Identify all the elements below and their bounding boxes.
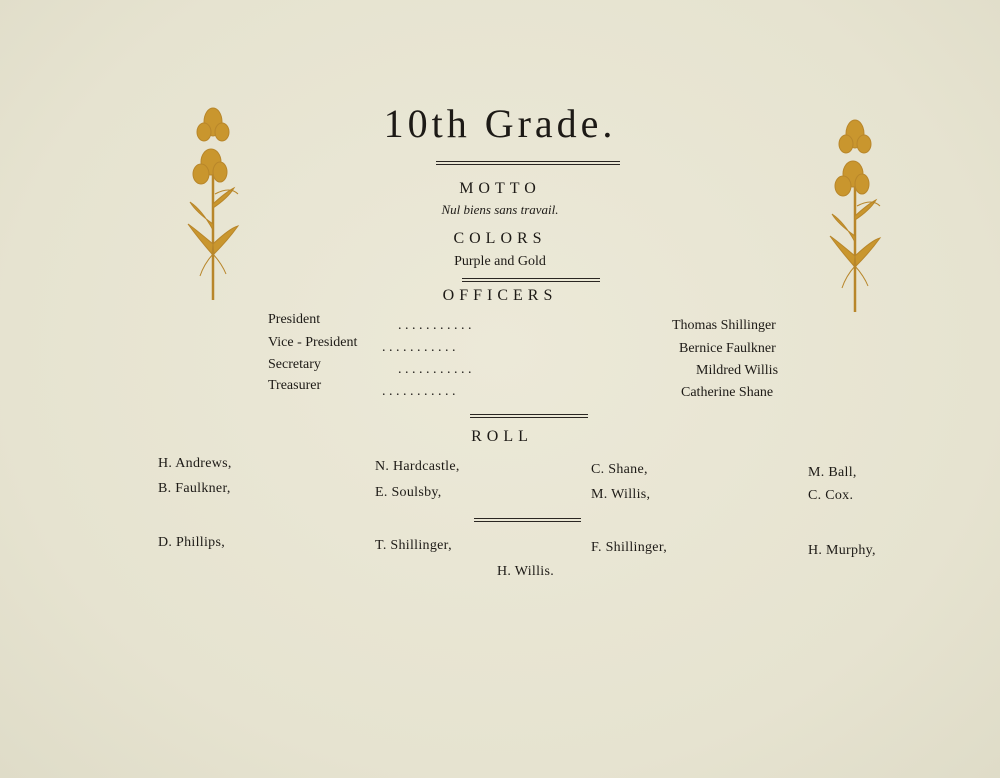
officer-role: President bbox=[268, 312, 321, 327]
motto-heading: MOTTO bbox=[459, 180, 541, 197]
roll-name: E. Soulsby, bbox=[375, 485, 442, 500]
roll-name: C. Shane, bbox=[591, 462, 648, 477]
officer-role: Treasurer bbox=[268, 378, 322, 393]
leader-dots: . . . . . . . . . . . bbox=[382, 384, 456, 399]
officer-name: Mildred Willis bbox=[696, 363, 779, 378]
page-title: 10th Grade. bbox=[383, 101, 617, 146]
roll-name: F. Shillinger, bbox=[591, 540, 668, 555]
motto-text: Nul biens sans travail. bbox=[441, 202, 559, 217]
double-rule bbox=[474, 518, 581, 522]
colors-heading: COLORS bbox=[453, 230, 547, 247]
colors-text: Purple and Gold bbox=[454, 254, 546, 269]
officer-role: Vice - President bbox=[268, 335, 358, 350]
double-rule bbox=[462, 278, 600, 282]
roll-name: H. Willis. bbox=[497, 564, 555, 579]
roll-name: N. Hardcastle, bbox=[375, 459, 460, 474]
roll-name: B. Faulkner, bbox=[158, 481, 231, 496]
double-rule bbox=[470, 414, 588, 418]
roll-heading: ROLL bbox=[471, 428, 533, 445]
roll-name: H. Murphy, bbox=[808, 543, 876, 558]
roll-name: M. Ball, bbox=[808, 465, 857, 480]
officer-name: Catherine Shane bbox=[681, 385, 774, 400]
officer-role: Secretary bbox=[268, 357, 321, 372]
leader-dots: . . . . . . . . . . . bbox=[398, 362, 472, 377]
roll-name: D. Phillips, bbox=[158, 535, 226, 550]
officer-name: Bernice Faulkner bbox=[679, 341, 776, 356]
officers-heading: OFFICERS bbox=[442, 287, 558, 304]
double-rule bbox=[436, 161, 620, 165]
roll-name: M. Willis, bbox=[591, 487, 651, 502]
leader-dots: . . . . . . . . . . . bbox=[382, 340, 456, 355]
roll-name: C. Cox. bbox=[808, 488, 854, 503]
officer-name: Thomas Shillinger bbox=[672, 318, 776, 333]
roll-name: H. Andrews, bbox=[158, 456, 232, 471]
roll-name: T. Shillinger, bbox=[375, 538, 452, 553]
leader-dots: . . . . . . . . . . . bbox=[398, 318, 472, 333]
